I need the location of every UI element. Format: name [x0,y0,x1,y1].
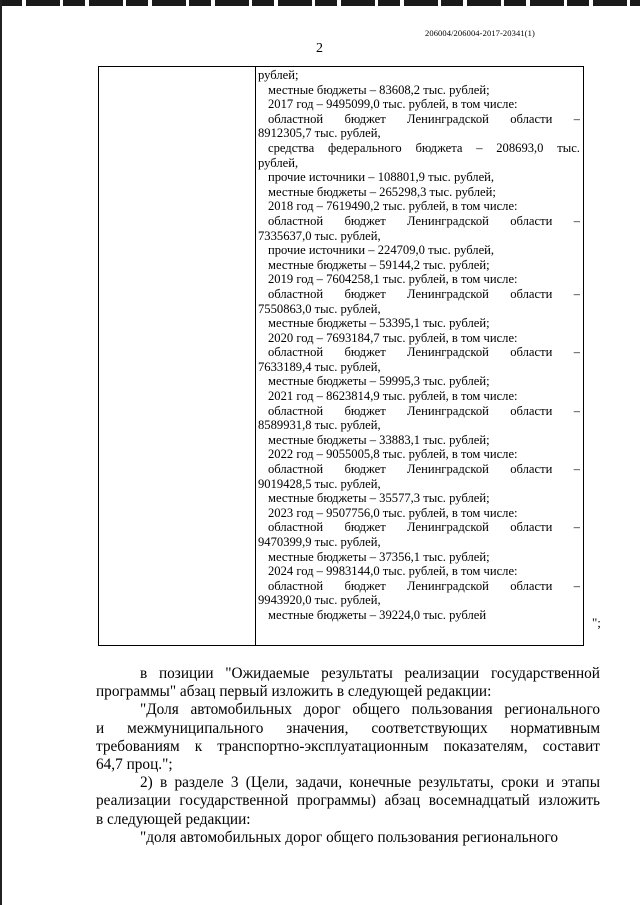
body-line: "доля автомобильных дорог общего пользования регионального [140,828,559,846]
table-line: местные бюджеты – 265298,3 тыс. рублей; [268,184,496,199]
table-line: местные бюджеты – 37356,1 тыс. рублей; [268,549,490,564]
table-line: местные бюджеты – 59995,3 тыс. рублей; [268,374,490,389]
body-line: в следующей редакции: [96,810,251,828]
table-line: 2017 год – 9495099,0 тыс. рублей, в том числе: [268,97,518,112]
table-word: бюджет [344,462,386,477]
table-word: Ленинградской [407,111,489,126]
table-word: федерального [327,140,402,155]
table-word: области [510,578,553,593]
table-line: 2020 год – 7693184,7 тыс. рублей, в том числе: [268,330,518,345]
table-word: бюджет [344,111,386,126]
closing-quote-mark: "; [592,615,601,630]
table-word: областной [268,578,324,593]
table-word: областной [268,462,324,477]
table-word: бюджет [344,286,386,301]
table-line: местные бюджеты – 35577,3 тыс. рублей; [268,491,490,506]
table-line: 7335637,0 тыс. рублей, [258,228,381,243]
table-line: 8912305,7 тыс. рублей, [258,126,381,141]
table-word: бюджет [344,578,386,593]
table-line [258,520,580,535]
table-word: областной [268,520,324,535]
table-word: области [510,520,553,535]
table-word: области [510,213,553,228]
table-word: Ленинградской [407,213,489,228]
table-word: области [510,403,553,418]
body-line: в позиции "Ожидаемые результаты реализации государственной [140,665,600,682]
table-line: прочие источники – 224709,0 тыс. рублей, [268,243,495,258]
table-line: местные бюджеты – 33883,1 тыс. рублей; [268,432,490,447]
table-line: 8589931,8 тыс. рублей, [258,418,381,433]
table-line [258,141,580,156]
table-line: 2021 год – 8623814,9 тыс. рублей, в том числе: [268,389,518,404]
table-word: – [573,520,580,535]
table-word: бюджета [415,140,463,155]
table-word: бюджет [344,520,386,535]
table-line [258,404,580,419]
table-word: областной [268,286,324,301]
body-line: 2) в разделе 3 (Цели, задачи, конечные результаты, сроки и этапы [140,774,600,792]
body-line: реализации государственной программы) абзац восемнадцатый изложить [96,792,600,810]
table-line: местные бюджеты – 53395,1 тыс. рублей; [268,316,490,331]
scan-border-top [0,0,640,6]
table-word: областной [268,213,324,228]
table-word: Ленинградской [407,520,489,535]
table-line [258,214,580,229]
table-word: Ленинградской [407,578,489,593]
table-word: бюджет [344,403,386,418]
scan-border-left [0,0,2,905]
body-line: требованиям к транспортно-эксплуатационным показателям, составит [96,737,600,755]
table-word: – [573,286,580,301]
table-word: – [573,403,580,418]
table-column-divider [255,66,256,646]
table-word: области [510,462,553,477]
body-line: "Доля автомобильных дорог общего пользования регионального [140,701,600,719]
table-word: 208693,0 [496,140,544,155]
table-word: областной [268,345,324,360]
table-line: 7633189,4 тыс. рублей, [258,359,381,374]
funding-table-cell [258,68,580,623]
table-line: 9019428,5 тыс. рублей, [258,476,381,491]
table-word: Ленинградской [407,462,489,477]
table-line: рублей; [258,68,299,82]
table-word: областной [268,111,324,126]
table-line [258,345,580,360]
table-line: рублей, [258,155,299,170]
body-line: и межмуниципального значения, соответствующих нормативным [96,719,600,737]
table-line [258,112,580,127]
table-word: средства [268,140,315,155]
table-word: – [476,140,483,155]
table-line [258,579,580,594]
table-word: Ленинградской [407,403,489,418]
table-word: Ленинградской [407,286,489,301]
table-line: местные бюджеты – 59144,2 тыс. рублей; [268,257,490,272]
table-line [258,462,580,477]
document-body [96,665,600,847]
body-line: 64,7 проц."; [96,756,173,774]
table-line: 2019 год – 7604258,1 тыс. рублей, в том числе: [268,272,518,287]
table-word: тыс. [557,140,580,155]
table-word: области [510,111,553,126]
table-line: 2023 год – 9507756,0 тыс. рублей, в том числе: [268,505,518,520]
table-word: бюджет [344,345,386,360]
table-word: области [510,345,553,360]
table-line: 2018 год – 7619490,2 тыс. рублей, в том числе: [268,199,518,214]
table-line: 2024 год – 9983144,0 тыс. рублей, в том числе: [268,564,518,579]
table-line: 9470399,9 тыс. рублей, [258,535,381,549]
table-line: 2022 год – 9055005,8 тыс. рублей, в том числе: [268,447,518,462]
table-line [258,287,580,302]
table-line: 9943920,0 тыс. рублей, [258,593,381,608]
table-word: – [573,213,580,228]
table-word: области [510,286,553,301]
table-line: 7550863,0 тыс. рублей, [258,301,381,316]
table-word: – [573,111,580,126]
table-word: бюджет [344,213,386,228]
table-word: – [573,345,580,360]
table-word: Ленинградской [407,345,489,360]
table-line: местные бюджеты – 83608,2 тыс. рублей; [268,82,490,97]
table-word: – [573,462,580,477]
page-number: 2 [316,41,323,56]
table-line: прочие источники – 108801,9 тыс. рублей, [268,170,495,185]
table-word: – [573,578,580,593]
table-line: местные бюджеты – 39224,0 тыс. рублей [268,607,487,622]
document-code: 206004/206004-2017-20341(1) [425,28,535,38]
table-word: областной [268,403,324,418]
body-line: программы" абзац первый изложить в следующей редакции: [96,683,492,701]
